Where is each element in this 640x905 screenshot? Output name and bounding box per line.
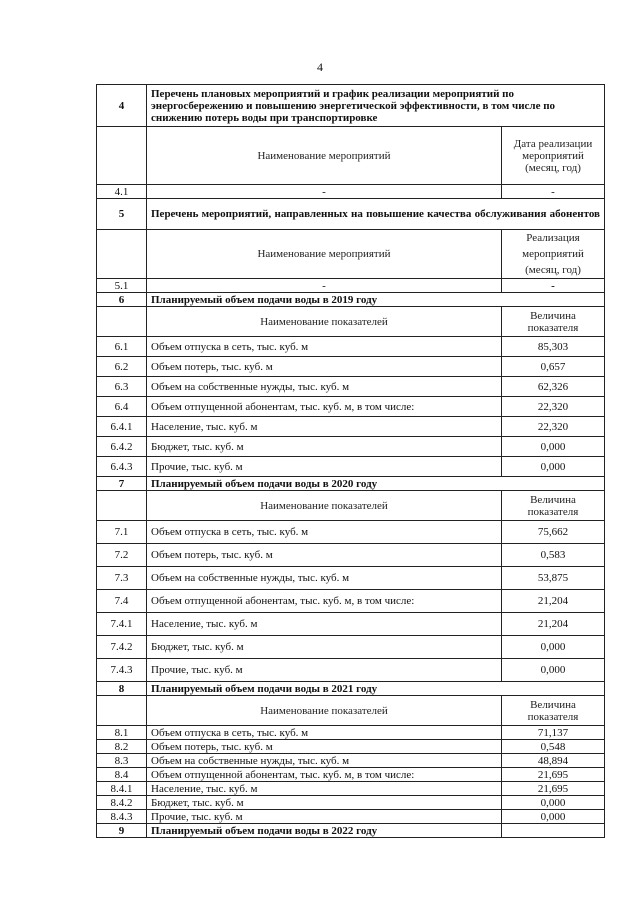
section-number: 5 [97, 199, 147, 230]
row-number: 7.4.2 [97, 636, 147, 659]
row-name: Объем отпуска в сеть, тыс. куб. м [147, 726, 502, 740]
row-name: Объем на собственные нужды, тыс. куб. м [147, 567, 502, 590]
section-header [97, 199, 605, 230]
row-number: 7.3 [97, 567, 147, 590]
row-value: 71,137 [502, 726, 605, 740]
table-row [97, 417, 605, 437]
row-name: Население, тыс. куб. м [147, 782, 502, 796]
column-header-value: Величина показателя [502, 307, 605, 337]
empty-cell [97, 491, 147, 521]
row-name: Объем отпущенной абонентам, тыс. куб. м, в том числе: [147, 768, 502, 782]
row-name: Объем отпущенной абонентам, тыс. куб. м, в том числе: [147, 590, 502, 613]
section-title: Планируемый объем подачи воды в 2020 году [147, 477, 605, 491]
column-header-value: Реализация мероприятий (месяц, год) [502, 230, 605, 279]
table-row [97, 544, 605, 567]
page-number: 4 [317, 60, 323, 74]
row-number: 8.4.3 [97, 810, 147, 824]
table-row [97, 397, 605, 417]
empty-cell [97, 696, 147, 726]
row-number: 8.2 [97, 740, 147, 754]
empty-cell [502, 824, 605, 838]
section-number: 9 [97, 824, 147, 838]
row-number: 8.1 [97, 726, 147, 740]
row-number: 8.3 [97, 754, 147, 768]
row-number: 6.4 [97, 397, 147, 417]
table-row [97, 377, 605, 397]
measures-table [96, 84, 605, 838]
row-value: 85,303 [502, 337, 605, 357]
section-number: 8 [97, 682, 147, 696]
table-row [97, 782, 605, 796]
row-value: 62,326 [502, 377, 605, 397]
row-value: 53,875 [502, 567, 605, 590]
row-value: 22,320 [502, 397, 605, 417]
section-title: Планируемый объем подачи воды в 2022 году [147, 824, 502, 838]
column-header-name: Наименование мероприятий [147, 230, 502, 279]
row-number: 6.4.3 [97, 457, 147, 477]
section-header [97, 293, 605, 307]
column-header-name: Наименование показателей [147, 696, 502, 726]
row-number: 6.4.1 [97, 417, 147, 437]
row-value: 22,320 [502, 417, 605, 437]
row-name: Бюджет, тыс. куб. м [147, 796, 502, 810]
row-value: 0,000 [502, 810, 605, 824]
table-row [97, 590, 605, 613]
column-header-value: Величина показателя [502, 696, 605, 726]
column-header-name: Наименование показателей [147, 491, 502, 521]
section-title: Перечень мероприятий, направленных на повышение качества обслуживания абонентов [147, 199, 605, 230]
row-value: 48,894 [502, 754, 605, 768]
row-name: Объем потерь, тыс. куб. м [147, 357, 502, 377]
column-header-row [97, 696, 605, 726]
section-title: Планируемый объем подачи воды в 2019 году [147, 293, 605, 307]
row-value: 21,695 [502, 782, 605, 796]
column-header-name: Наименование мероприятий [147, 127, 502, 185]
row-name: - [147, 185, 502, 199]
table-row [97, 357, 605, 377]
table-row [97, 726, 605, 740]
row-number: 6.1 [97, 337, 147, 357]
row-value: - [502, 185, 605, 199]
row-number: 8.4 [97, 768, 147, 782]
section-number: 7 [97, 477, 147, 491]
table-row [97, 810, 605, 824]
row-value: 0,583 [502, 544, 605, 567]
table-row [97, 521, 605, 544]
row-name: Объем отпущенной абонентам, тыс. куб. м, в том числе: [147, 397, 502, 417]
row-value: 0,000 [502, 796, 605, 810]
section-title: Планируемый объем подачи воды в 2021 году [147, 682, 605, 696]
row-value: 0,000 [502, 636, 605, 659]
row-name: Объем на собственные нужды, тыс. куб. м [147, 754, 502, 768]
row-number: 6.4.2 [97, 437, 147, 457]
column-header-value: Величина показателя [502, 491, 605, 521]
row-name: Объем отпуска в сеть, тыс. куб. м [147, 337, 502, 357]
row-name: - [147, 279, 502, 293]
row-name: Объем на собственные нужды, тыс. куб. м [147, 377, 502, 397]
table-row [97, 613, 605, 636]
row-number: 5.1 [97, 279, 147, 293]
table-row [97, 337, 605, 357]
section-title: Перечень плановых мероприятий и график реализации мероприятий по энергосбережению и повышению энергетической эффективности, в том числе по снижению потерь воды при транспортировке [147, 85, 605, 127]
row-value: 0,000 [502, 457, 605, 477]
row-value: 21,204 [502, 590, 605, 613]
table-row [97, 279, 605, 293]
section-number: 4 [97, 85, 147, 127]
table-row [97, 768, 605, 782]
row-number: 7.1 [97, 521, 147, 544]
row-value: 0,657 [502, 357, 605, 377]
row-value: 0,000 [502, 437, 605, 457]
section-header [97, 477, 605, 491]
row-name: Прочие, тыс. куб. м [147, 457, 502, 477]
row-name: Бюджет, тыс. куб. м [147, 636, 502, 659]
column-header-row [97, 307, 605, 337]
empty-cell [97, 307, 147, 337]
section-header [97, 824, 605, 838]
row-name: Население, тыс. куб. м [147, 613, 502, 636]
column-header-row [97, 491, 605, 521]
table-row [97, 796, 605, 810]
row-value: 21,204 [502, 613, 605, 636]
column-header-name: Наименование показателей [147, 307, 502, 337]
row-name: Прочие, тыс. куб. м [147, 659, 502, 682]
empty-cell [97, 127, 147, 185]
table-row [97, 185, 605, 199]
column-header-row [97, 230, 605, 279]
table-row [97, 754, 605, 768]
table-row [97, 659, 605, 682]
row-number: 6.3 [97, 377, 147, 397]
row-value: 0,548 [502, 740, 605, 754]
table-row [97, 457, 605, 477]
row-value: 21,695 [502, 768, 605, 782]
row-name: Объем потерь, тыс. куб. м [147, 740, 502, 754]
row-number: 8.4.2 [97, 796, 147, 810]
row-number: 7.4.3 [97, 659, 147, 682]
row-number: 6.2 [97, 357, 147, 377]
table-row [97, 636, 605, 659]
row-name: Бюджет, тыс. куб. м [147, 437, 502, 457]
row-name: Объем потерь, тыс. куб. м [147, 544, 502, 567]
row-value: - [502, 279, 605, 293]
row-value: 75,662 [502, 521, 605, 544]
table-row [97, 567, 605, 590]
row-value: 0,000 [502, 659, 605, 682]
row-number: 7.2 [97, 544, 147, 567]
row-name: Объем отпуска в сеть, тыс. куб. м [147, 521, 502, 544]
row-number: 7.4.1 [97, 613, 147, 636]
section-number: 6 [97, 293, 147, 307]
row-number: 4.1 [97, 185, 147, 199]
row-name: Прочие, тыс. куб. м [147, 810, 502, 824]
column-header-value: Дата реализации мероприятий (месяц, год) [502, 127, 605, 185]
column-header-row [97, 127, 605, 185]
table-row [97, 740, 605, 754]
empty-cell [97, 230, 147, 279]
row-number: 8.4.1 [97, 782, 147, 796]
section-header [97, 682, 605, 696]
row-number: 7.4 [97, 590, 147, 613]
table-row [97, 437, 605, 457]
section-header [97, 85, 605, 127]
row-name: Население, тыс. куб. м [147, 417, 502, 437]
